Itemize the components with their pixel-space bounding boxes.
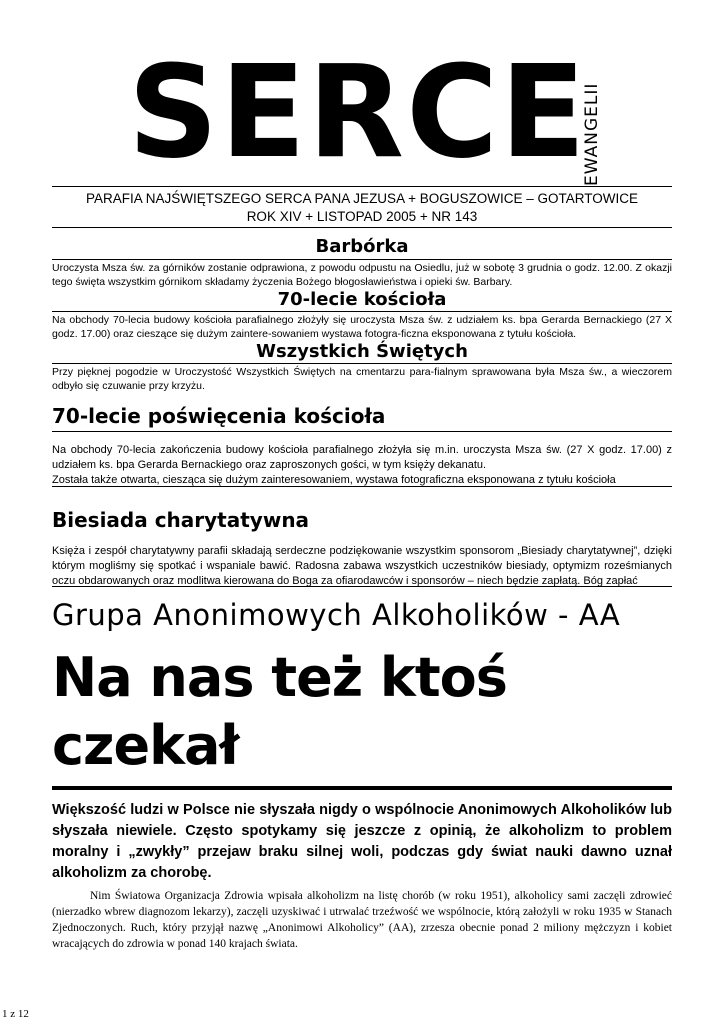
section-text: Przy pięknej pogodzie w Uroczystość Wszystkich Świętych na cmentarzu para-fialnym sprawowana była Msza św., a wieczorem odbyło się czuwanie przy krzyżu. <box>52 366 672 392</box>
article-body: Nim Światowa Organizacja Zdrowia wpisała alkoholizm na listę chorób (w roku 1951), alkoholicy sami zaczęli zdrowieć (nierzadko wbrew diagnozom lekarzy), zaczęli uzyskiwać i utrwalać trzeźwość we wspólnocie, którą założyli w roku 1935 w Stanach Zjednoczonych. Ruch, który przyjął nazwę „Anonimowi Alkoholicy” (AA), zrzesza obecnie ponad 2 miliony mężczyzn i kobiet wracających do zdrowia w ponad 140 krajach świata. <box>52 890 672 950</box>
divider <box>52 363 672 364</box>
section-text: Na obchody 70-lecia budowy kościoła parafialnego złożyły się uroczysta Msza św. z udziałem ks. bpa Gerarda Bernackiego (27 X godz. 17.00) oraz cieszące się dużym zaintere-sowaniem wystawa fotogra-ficzna eksponowana z tytułu kościoła. <box>52 314 672 340</box>
issue-info: ROK XIV + LISTOPAD 2005 + NR 143 <box>246 209 478 224</box>
masthead-title: SERCE <box>128 37 588 187</box>
section-text: Księża i zespół charytatywny parafii składają serdeczne podziękowanie wszystkim sponsorom „Biesiady charytatywnej”, dzięki którym mogliśmy się spotkać i wspaniale bawić. Radosna zabawa wszystkich uczestników biesiady, optymizm roześmianych oczu obdarowanych oraz modlitwa kierowana do Boga za ofiarodawców i sponsorów – niech będzie zapłatą. Bóg zapłać <box>52 545 672 587</box>
divider <box>52 486 672 487</box>
masthead <box>128 37 608 187</box>
aa-heading: Grupa Anonimowych Alkoholików - AA <box>52 598 621 632</box>
section-title: Biesiada charytatywna <box>52 508 310 532</box>
section-title: Barbórka <box>315 236 409 257</box>
section-title: 70-lecie poświęcenia kościoła <box>52 404 386 428</box>
section-title: Wszystkich Świętych <box>256 341 468 362</box>
divider <box>52 431 672 432</box>
section-text-paragraph: Została także otwarta, ciesząca się dużym zainteresowaniem, wystawa fotograficzna eksponowana z tytułu kościoła <box>52 474 616 486</box>
article-title-line: Na nas też ktoś <box>52 646 507 709</box>
page-number: 1 z 12 <box>2 1008 29 1020</box>
parish-name: PARAFIA NAJŚWIĘTSZEGO SERCA PANA JEZUSA + BOGUSZOWICE – GOTARTOWICE <box>86 191 638 206</box>
divider <box>52 227 672 228</box>
article-lead: Większość ludzi w Polsce nie słyszała nigdy o wspólnocie Anonimowych Alkoholików lub słyszała niewiele. Często spotykamy się jeszcze z opinią, że alkoholizm to problem moralny i „zwykły” przejaw braku silnej woli, podczas gdy świat nauki dawno uznał alkoholizm za chorobę. <box>52 802 672 881</box>
divider <box>52 186 672 187</box>
section-title: 70-lecie kościoła <box>277 289 447 310</box>
divider <box>52 586 672 587</box>
divider <box>52 259 672 260</box>
parish-header <box>52 190 672 226</box>
section-text <box>52 443 672 488</box>
thick-divider <box>52 786 672 790</box>
masthead-subtitle: EWANGELII <box>582 82 602 186</box>
article-title-line: czekał <box>52 714 239 777</box>
section-text: Uroczysta Msza św. za górników zostanie odprawiona, z powodu odpustu na Osiedlu, już w sobotę 3 grudnia o godz. 12.00. Z okazji tego święta wszystkim górnikom składamy życzenia Bożego błogosławieństwa i opieki św. Barbary. <box>52 262 672 288</box>
section-text-paragraph: Na obchody 70-lecia zakończenia budowy kościoła parafialnego złożyła się m.in. uroczysta Msza św. (27 X godz. 17.00) z udziałem ks. bpa Gerarda Bernackiego oraz zaproszonych gości, w tym księży dekanatu. <box>52 444 672 471</box>
divider <box>52 311 672 312</box>
article-title <box>52 644 692 780</box>
